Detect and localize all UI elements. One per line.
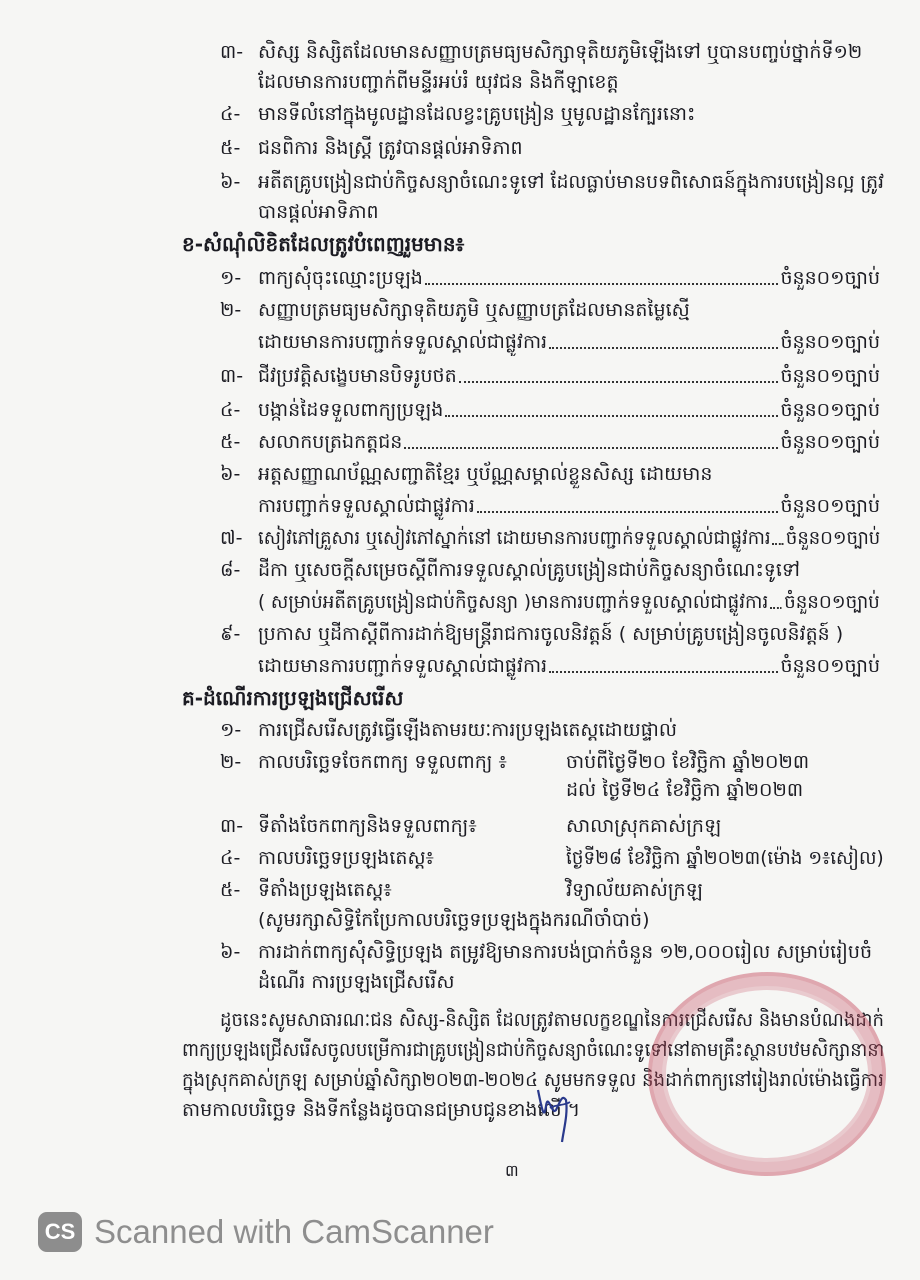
copies-count: ចំនួន០១ច្បាប់ xyxy=(784,591,880,613)
criteria-number: ៤- xyxy=(220,103,241,125)
process-step-number: ៥- xyxy=(220,879,241,901)
criteria-number: ៥- xyxy=(220,137,241,159)
schedule-change-note: (សូមរក្សាសិទ្ធិកែប្រែកាលបរិច្ឆេទប្រឡងក្នុងករណីចាំបាច់) xyxy=(258,909,650,931)
checklist-leader-line-0 xyxy=(258,264,880,292)
checklist-item-text: ( សម្រាប់អតីតគ្រូបង្រៀនជាប់កិច្ចសន្យា )មានការបញ្ជាក់ទទួលស្គាល់ជាផ្លូវការ xyxy=(258,591,769,613)
criteria-text: សិស្ស និស្សិតដែលមានសញ្ញាបត្រមធ្យមសិក្សាទុតិយភូមិឡើងទៅ ឬបានបញ្ចប់ថ្នាក់ទី១២ xyxy=(258,41,863,63)
signature-mark xyxy=(532,1080,582,1150)
checklist-leader-line-8 xyxy=(258,652,880,680)
checklist-leader-line-5 xyxy=(258,492,880,520)
copies-count: ចំនួន០១ច្បាប់ xyxy=(785,527,881,549)
criteria-text: ជនពិការ និងស្ត្រី ត្រូវបានផ្តល់អាទិភាព xyxy=(258,137,523,159)
process-step-label: កាលបរិច្ឆេទចែកពាក្យ ទទួលពាក្យ ៖ xyxy=(258,751,507,773)
checklist-item-text: ដោយមានការបញ្ជាក់ទទួលស្គាល់ជាផ្លូវការ xyxy=(258,655,548,677)
criteria-number: ៦- xyxy=(220,171,241,193)
criteria-text: មានទីលំនៅក្នុងមូលដ្ឋានដែលខ្វះគ្រូបង្រៀន ឬមូលដ្ឋានក្បែរនោះ xyxy=(258,103,696,125)
checklist-number: ៦- xyxy=(220,463,241,485)
checklist-item-text: សៀវភៅគ្រួសារ ឬសៀវភៅស្នាក់នៅ ដោយមានការបញ្ជាក់ទទួលស្គាល់ជាផ្លូវការ xyxy=(258,527,771,549)
process-step-number: ១- xyxy=(220,719,242,741)
fee-text: ដំណើរ ការប្រឡងជ្រើសរើស xyxy=(258,971,455,993)
checklist-item-text: ពាក្យសុំចុះឈ្មោះប្រឡង xyxy=(258,267,423,289)
checklist-number: ៣- xyxy=(220,365,244,387)
fee-text: ការដាក់ពាក្យសុំសិទ្ធិប្រឡង តម្រូវឱ្យមានការបង់ប្រាក់ចំនួន ១២,០០០រៀល សម្រាប់រៀបចំ xyxy=(258,941,873,963)
checklist-item-text: បង្កាន់ដៃទទួលពាក្យប្រឡង xyxy=(258,399,444,421)
checklist-leader-line-3 xyxy=(258,396,880,424)
closing-paragraph-line: ក្នុងស្រុកគាស់ក្រឡ សម្រាប់ឆ្នាំសិក្សា២០២៣-២០២៤ សូមមកទទួល និងដាក់ពាក្យនៅរៀងរាល់ម៉ោងធ្វើការ xyxy=(182,1069,884,1091)
camscanner-icon: CS xyxy=(38,1212,82,1252)
checklist-item-text: ប្រកាស ឬដីកាស្តីពីការដាក់ឱ្យមន្ត្រីរាជការចូលនិវត្តន៍ ( សម្រាប់គ្រូបង្រៀនចូលនិវត្តន៍ ) xyxy=(258,623,844,645)
checklist-number: ៩- xyxy=(220,623,241,645)
process-step-label: ការជ្រើសរើសត្រូវធ្វើឡើងតាមរយៈការប្រឡងតេស្តដោយផ្ទាល់ xyxy=(258,719,677,741)
checklist-item-text: សលាកបត្រឯកត្តជន xyxy=(258,431,403,453)
copies-count: ចំនួន០១ច្បាប់ xyxy=(780,331,880,353)
closing-paragraph-line: ដូចនេះសូមសាធារណៈជន សិស្ស-និស្សិត ដែលត្រូវតាមលក្ខខណ្ឌនៃការជ្រើសរើស និងមានបំណងដាក់ xyxy=(220,1009,884,1031)
checklist-number: ១- xyxy=(220,267,242,289)
dotted-leader xyxy=(459,381,779,383)
copies-count: ចំនួន០១ច្បាប់ xyxy=(780,655,880,677)
dotted-leader xyxy=(445,415,778,417)
checklist-leader-line-4 xyxy=(258,428,880,456)
copies-count: ចំនួន០១ច្បាប់ xyxy=(780,431,880,453)
checklist-leader-line-7 xyxy=(258,588,880,616)
dotted-leader xyxy=(549,347,778,349)
process-step-label: ទីតាំងចែកពាក្យនិងទទួលពាក្យ៖ xyxy=(258,815,477,837)
criteria-text: ដែលមានការបញ្ជាក់ពីមន្ទីរអប់រំ យុវជន និងកីឡាខេត្ត xyxy=(258,71,619,93)
checklist-item-text: សញ្ញាបត្រមធ្យមសិក្សាទុតិយភូមិ ឬសញ្ញាបត្រដែលមានតម្លៃស្មើ xyxy=(258,299,690,321)
checklist-item-text: ជីវប្រវត្តិសង្ខេបមានបិទរូបថត xyxy=(258,365,457,387)
process-step-number: ៤- xyxy=(220,847,241,869)
checklist-leader-line-2 xyxy=(258,362,880,390)
dotted-leader xyxy=(770,607,782,609)
criteria-number: ៣- xyxy=(220,41,244,63)
checklist-number: ៨- xyxy=(220,559,241,581)
closing-paragraph-line: ពាក្យប្រឡងជ្រើសរើសចូលបម្រើការជាគ្រូបង្រៀនជាប់កិច្ចសន្យាចំណេះទូទៅនៅតាមគ្រឹះស្ថានបឋមសិក្សានានា xyxy=(182,1039,885,1061)
criteria-text: អតីតគ្រូបង្រៀនជាប់កិច្ចសន្យាចំណេះទូទៅ ដែលធ្លាប់មានបទពិសោធន៍ក្នុងការបង្រៀនល្អ ត្រូវ xyxy=(258,171,885,193)
copies-count: ចំនួន០១ច្បាប់ xyxy=(780,399,880,421)
dotted-leader xyxy=(549,671,778,673)
checklist-item-text: អត្តសញ្ញាណប័ណ្ណសញ្ជាតិខ្មែរ ឬប័ណ្ណសម្គាល់ខ្លួនសិស្ស ដោយមាន xyxy=(258,463,713,485)
page-number: ៣ xyxy=(505,1161,519,1180)
checklist-leader-line-6 xyxy=(258,524,880,552)
process-step-number: ២- xyxy=(220,751,242,773)
process-step-label: ទីតាំងប្រឡងតេស្ត៖ xyxy=(258,879,392,901)
checklist-number: ៧- xyxy=(220,527,243,549)
scanner-watermark xyxy=(38,1204,494,1260)
dotted-leader xyxy=(477,511,779,513)
process-step-value: វិទ្យាល័យគាស់ក្រឡ xyxy=(566,879,703,901)
copies-count: ចំនួន០១ច្បាប់ xyxy=(780,495,880,517)
process-step-value: ថ្ងៃទី២៨ ខែវិច្ឆិកា ឆ្នាំ២០២៣(ម៉ោង ១៖សៀល) xyxy=(566,847,884,869)
copies-count: ចំនួន០១ច្បាប់ xyxy=(780,365,880,387)
process-step-label: កាលបរិច្ឆេទប្រឡងតេស្ត៖ xyxy=(258,847,434,869)
dotted-leader xyxy=(772,543,784,545)
checklist-number: ៥- xyxy=(220,431,241,453)
checklist-leader-line-1 xyxy=(258,328,880,356)
process-step-value: ដល់ ថ្ងៃទី២៤ ខែវិច្ឆិកា ឆ្នាំ២០២៣ xyxy=(566,779,804,801)
process-step-value: ចាប់ពីថ្ងៃទី២០ ខែវិច្ឆិកា ឆ្នាំ២០២៣ xyxy=(566,751,810,773)
process-step-number: ៦- xyxy=(220,941,241,963)
process-step-number: ៣- xyxy=(220,815,244,837)
copies-count: ចំនួន០១ច្បាប់ xyxy=(780,267,880,289)
dotted-leader xyxy=(425,283,779,285)
checklist-item-text: ដីកា ឬសេចក្តីសម្រេចស្តីពីការទទួលស្គាល់គ្រូបង្រៀនជាប់កិច្ចសន្យាចំណេះទូទៅ xyxy=(258,559,800,581)
checklist-item-text: ដោយមានការបញ្ជាក់ទទួលស្គាល់ជាផ្លូវការ xyxy=(258,331,548,353)
checklist-number: ៤- xyxy=(220,399,241,421)
dotted-leader xyxy=(404,447,778,449)
checklist-item-text: ការបញ្ជាក់ទទួលស្គាល់ជាផ្លូវការ xyxy=(258,495,475,517)
process-step-value: សាលាស្រុកគាស់ក្រឡ xyxy=(566,815,722,837)
checklist-number: ២- xyxy=(220,299,242,321)
section-c-heading: គ-ដំណើរការប្រឡងជ្រើសរើស xyxy=(182,686,404,710)
section-b-heading: ខ-សំណុំលិខិតដែលត្រូវបំពេញរួមមាន៖ xyxy=(182,232,465,256)
camscanner-text: Scanned with CamScanner xyxy=(94,1213,494,1250)
closing-paragraph-line: តាមកាលបរិច្ឆេទ និងទីកន្លែងដូចបានជម្រាបជូនខាងលើ ។ xyxy=(182,1099,581,1121)
criteria-text: បានផ្តល់អាទិភាព xyxy=(258,201,379,223)
official-seal-stamp xyxy=(648,972,886,1176)
